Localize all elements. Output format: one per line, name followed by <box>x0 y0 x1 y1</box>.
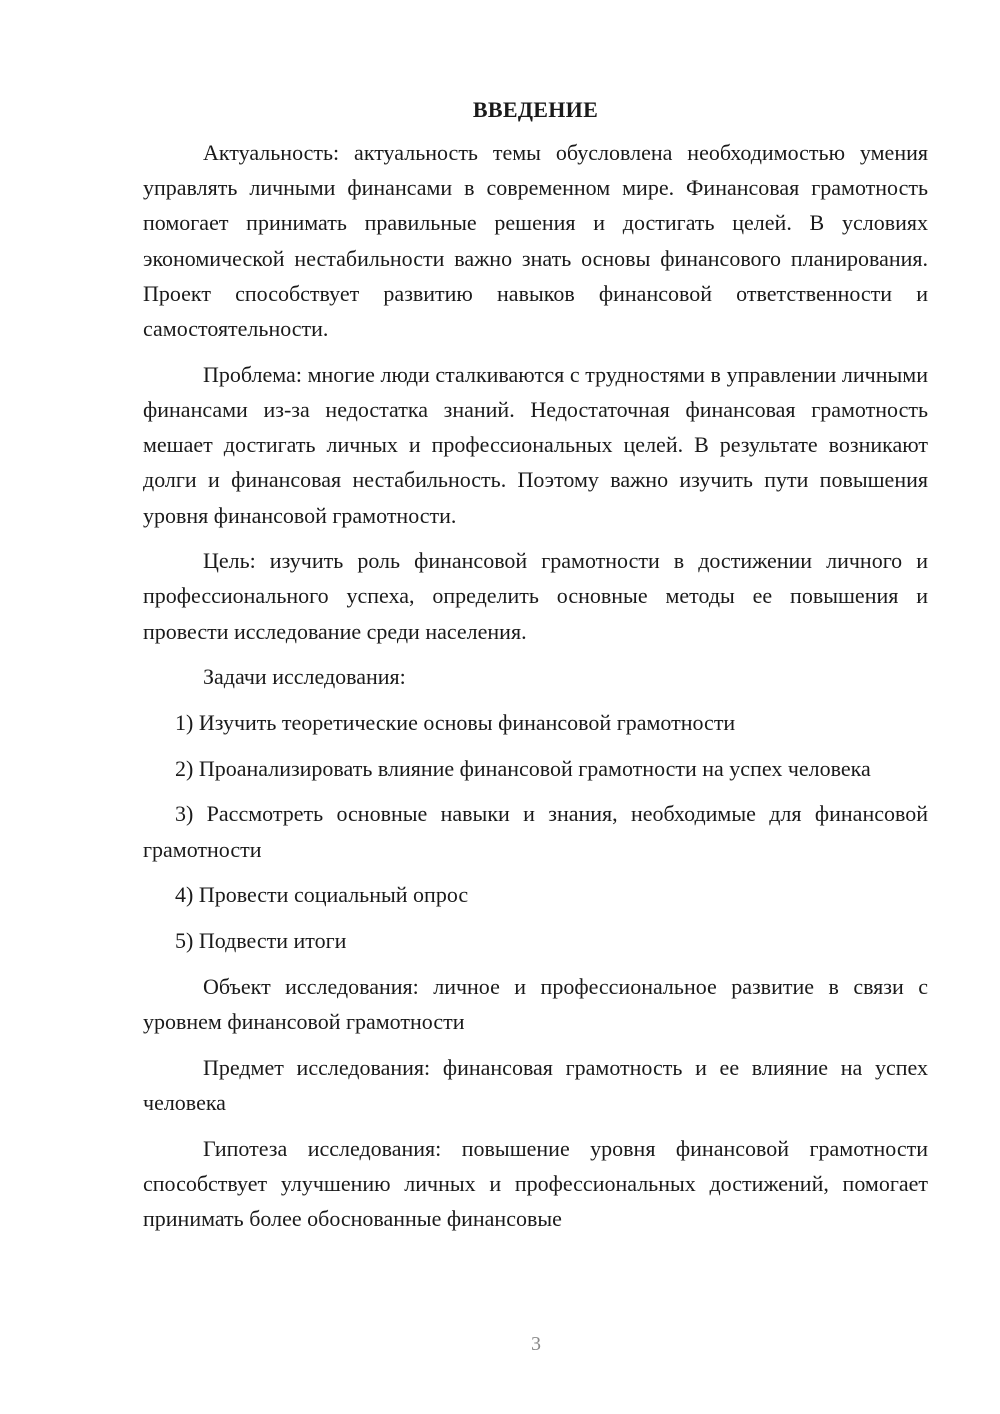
page-number: 3 <box>531 1333 541 1355</box>
task-item-4: 4) Провести социальный опрос <box>175 882 469 908</box>
page-title: ВВЕДЕНИЕ <box>472 97 599 122</box>
subject-paragraph: Предмет исследования: финансовая грамотность и ее влияние на успех человека <box>143 1054 928 1115</box>
task-item-2: 2) Проанализировать влияние финансовой грамотности на успех человека <box>175 755 871 781</box>
object-paragraph: Объект исследования: личное и профессиональное развитие в связи с уровнем финансовой грамотности <box>143 973 928 1034</box>
document-page <box>143 92 928 1247</box>
relevance-paragraph: Актуальность: актуальность темы обусловлена необходимостью умения управлять личными финансами в современном мире. Финансовая грамотность помогает принимать правильные решения и достигать целей. В условиях экономической нестабильности важно знать основы финансового планирования. Проект способствует развитию навыков финансовой ответственности и самостоятельности. <box>143 140 928 342</box>
hypothesis-paragraph: Гипотеза исследования: повышение уровня финансовой грамотности способствует улучшению личных и профессиональных достижений, помогает принимать более обоснованные финансовые <box>143 1135 928 1231</box>
task-item-5: 5) Подвести итоги <box>175 928 347 954</box>
goal-paragraph: Цель: изучить роль финансовой грамотности в достижении личного и профессионального успеха, определить основные методы ее повышения и провести исследование среди населения. <box>143 548 928 644</box>
tasks-title: Задачи исследования: <box>203 664 406 690</box>
task-item-1: 1) Изучить теоретические основы финансовой грамотности <box>175 710 736 736</box>
problem-paragraph: Проблема: многие люди сталкиваются с трудностями в управлении личными финансами из-за недостатка знаний. Недостаточная финансовая грамотность мешает достигать личных и профессиональных целей. В результате возникают долги и финансовая нестабильность. Поэтому важно изучить пути повышения уровня финансовой грамотности. <box>143 361 928 528</box>
task-item-3: 3) Рассмотреть основные навыки и знания, необходимые для финансовой грамотности <box>143 801 928 862</box>
